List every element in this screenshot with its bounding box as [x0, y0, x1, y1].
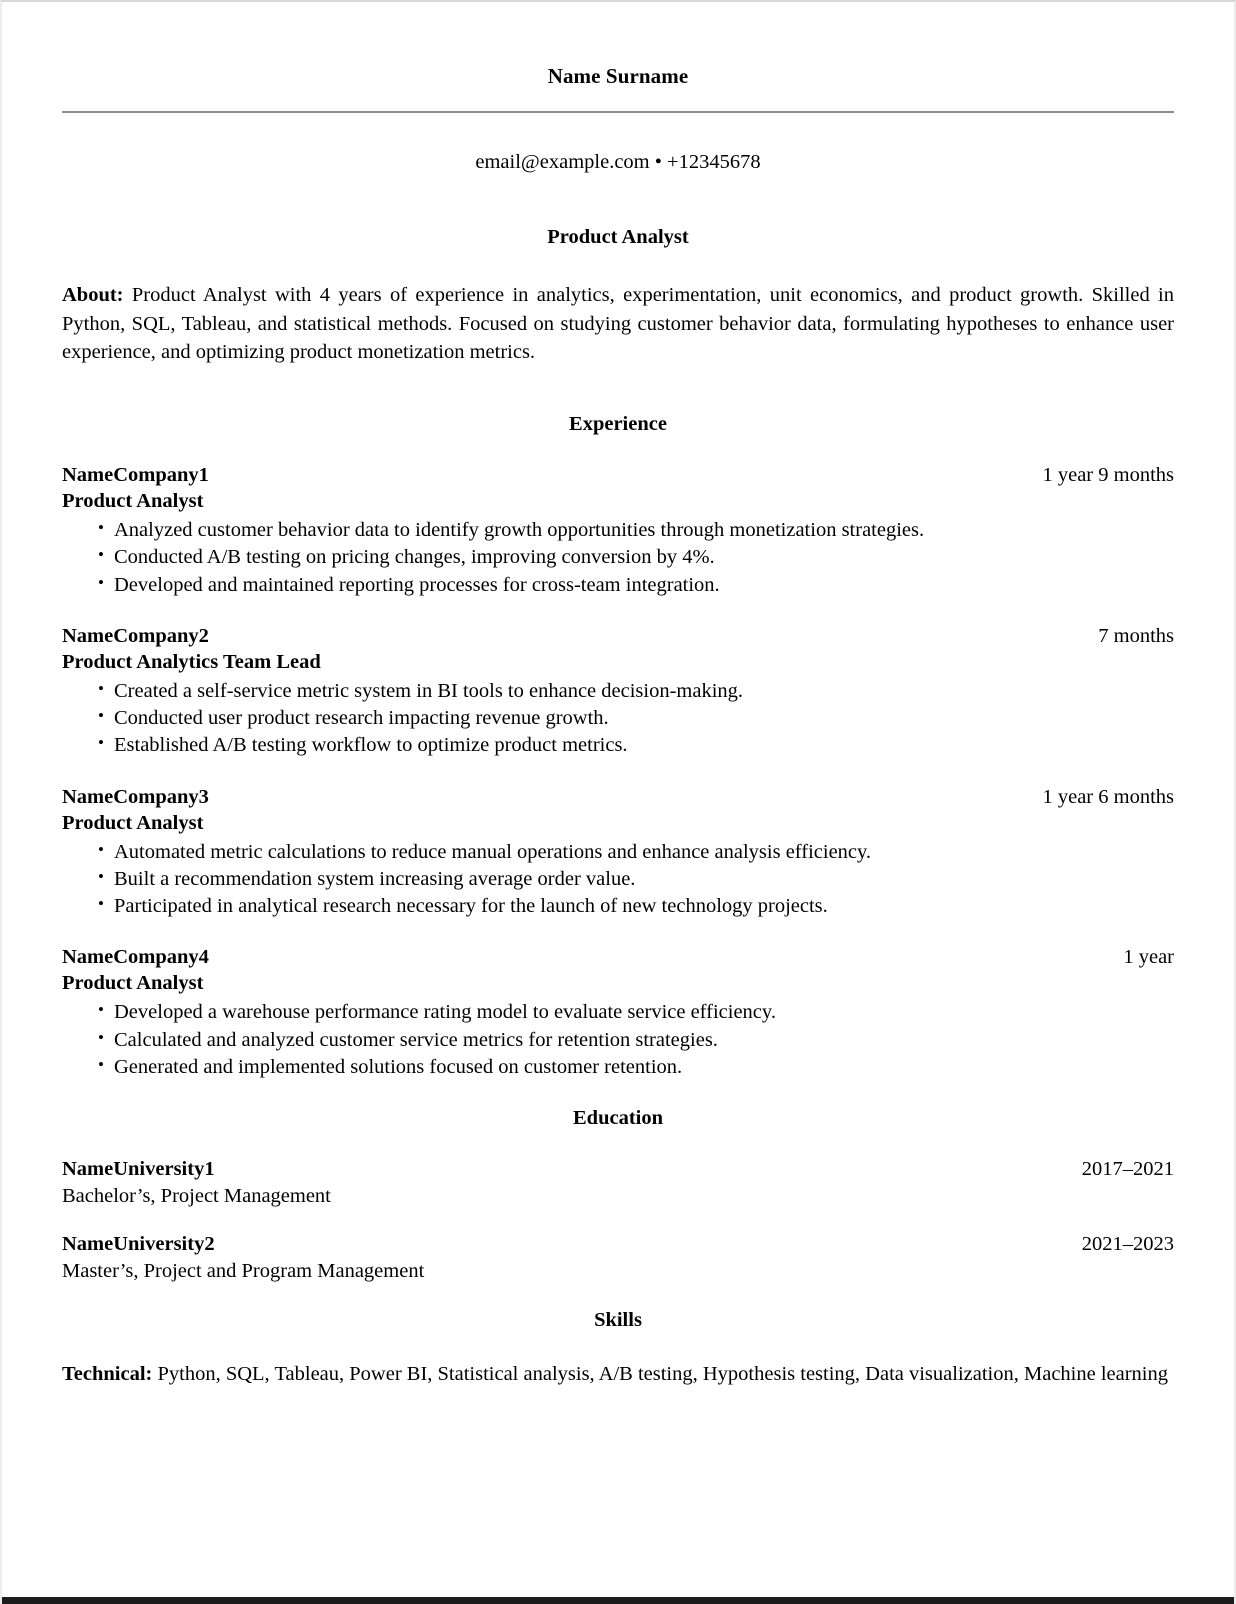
list-item: • Generated and implemented solutions focused on customer retention.: [62, 1054, 1174, 1081]
skills-paragraph: [62, 1360, 1174, 1389]
education-entry-head: [62, 1233, 1174, 1256]
list-item: • Conducted user product research impacting revenue growth.: [62, 705, 1174, 732]
university-name: NameUniversity2: [62, 1233, 215, 1256]
job-title: Product Analyst: [62, 811, 204, 834]
list-item: • Established A/B testing workflow to optimize product metrics.: [62, 732, 1174, 759]
experience-entry: [62, 786, 1174, 921]
resume-sheet: [2, 2, 1234, 1389]
list-item: • Built a recommendation system increasing average order value.: [62, 866, 1174, 893]
contact-line: email@example.com • +12345678: [475, 151, 761, 173]
page-bottom-bar: [2, 1597, 1234, 1604]
section-title-experience: Experience: [569, 413, 667, 436]
education-entry: [62, 1158, 1174, 1208]
section-title-skills: Skills: [594, 1309, 642, 1332]
skills-text: Python, SQL, Tableau, Power BI, Statistical analysis, A/B testing, Hypothesis testing, Data visualization, Machine learning: [152, 1363, 1169, 1386]
responsibility-list: [62, 678, 1174, 760]
company-name: NameCompany1: [62, 464, 209, 487]
degree-name: Bachelor’s, Project Management: [62, 1185, 331, 1208]
list-item: • Calculated and analyzed customer service metrics for retention strategies.: [62, 1027, 1174, 1054]
education-entry: [62, 1233, 1174, 1283]
university-name: NameUniversity1: [62, 1158, 215, 1181]
list-item: • Automated metric calculations to reduce manual operations and enhance analysis efficiency.: [62, 839, 1174, 866]
list-item: • Developed and maintained reporting processes for cross-team integration.: [62, 572, 1174, 599]
education-entry-head: [62, 1158, 1174, 1181]
about-text: Product Analyst with 4 years of experience in analytics, experimentation, unit economics, and product growth. Skilled in Python, SQL, Tableau, and statistical methods. Focused on studying customer behavior data, formulating hypotheses to enhance user experience, and optimizing product monetization metrics.: [62, 284, 1174, 364]
list-item: • Analyzed customer behavior data to identify growth opportunities through monetization strategies.: [62, 517, 1174, 544]
experience-entry: [62, 625, 1174, 760]
employment-duration: 1 year: [1123, 946, 1174, 969]
about-label: About:: [62, 284, 124, 306]
company-name: NameCompany4: [62, 946, 209, 969]
skills-label: Technical:: [62, 1363, 153, 1386]
job-title: Product Analytics Team Lead: [62, 650, 321, 673]
page-title: Name Surname: [547, 64, 689, 88]
job-title: Product Analyst: [62, 972, 204, 995]
header-divider: [62, 111, 1174, 113]
list-item: • Developed a warehouse performance rating model to evaluate service efficiency.: [62, 999, 1174, 1026]
list-item: • Created a self-service metric system in BI tools to enhance decision-making.: [62, 678, 1174, 705]
list-item: • Conducted A/B testing on pricing changes, improving conversion by 4%.: [62, 544, 1174, 571]
employment-duration: 1 year 6 months: [1042, 785, 1174, 808]
degree-name: Master’s, Project and Program Management: [62, 1260, 425, 1283]
experience-entry-head: [62, 464, 1174, 487]
responsibility-list: [62, 999, 1174, 1081]
experience-entry-head: [62, 625, 1174, 648]
company-name: NameCompany3: [62, 785, 209, 808]
responsibility-list: [62, 839, 1174, 921]
experience-entry: [62, 464, 1174, 599]
responsibility-list: [62, 517, 1174, 599]
job-title: Product Analyst: [62, 490, 204, 513]
experience-entry-head: [62, 786, 1174, 809]
employment-duration: 7 months: [1098, 624, 1174, 647]
section-title-education: Education: [573, 1107, 663, 1130]
study-years: 2021–2023: [1081, 1233, 1174, 1256]
job-headline: Product Analyst: [547, 226, 689, 248]
employment-duration: 1 year 9 months: [1042, 464, 1174, 487]
list-item: • Participated in analytical research necessary for the launch of new technology projects.: [62, 893, 1174, 920]
study-years: 2017–2021: [1081, 1158, 1174, 1181]
experience-entry: [62, 946, 1174, 1081]
about-paragraph: [62, 281, 1174, 367]
company-name: NameCompany2: [62, 624, 209, 647]
experience-entry-head: [62, 946, 1174, 969]
